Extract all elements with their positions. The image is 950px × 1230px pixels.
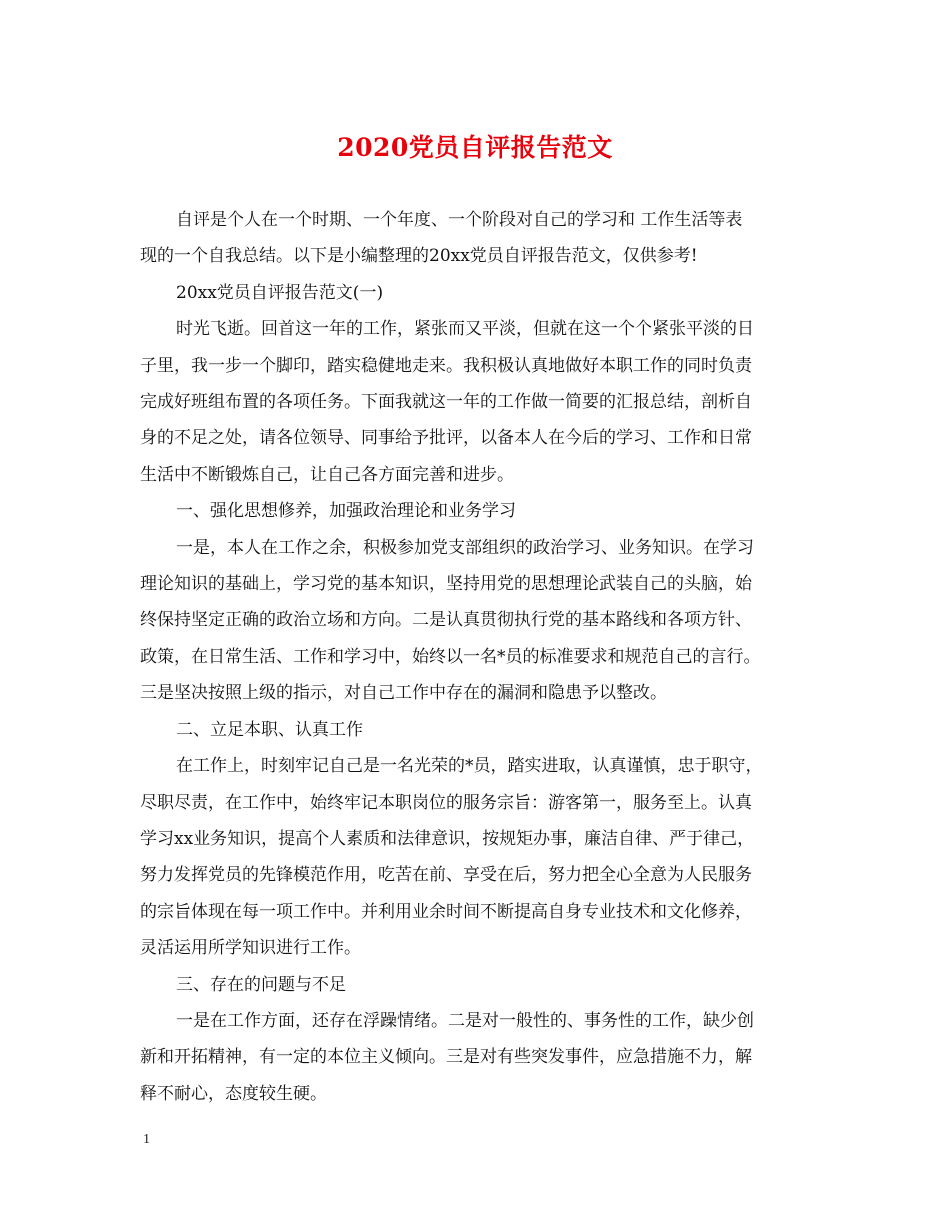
text-line: 身的不足之处，请各位领导、同事给予批评，以备本人在今后的学习、工作和日常: [140, 428, 752, 449]
text-line: 理论知识的基础上，学习党的基本知识，坚持用党的思想理论武装自己的头脑，始: [140, 574, 752, 595]
paragraph-3: [140, 748, 820, 966]
text-line: 一是，本人在工作之余，积极参加党支部组织的政治学习、业务知识。在学习: [176, 537, 754, 558]
text-line: 努力发挥党员的先锋模范作用，吃苦在前、享受在后，努力把全心全意为人民服务: [140, 865, 752, 886]
section-subtitle: 20xx党员自评报告范文(一): [176, 282, 384, 303]
text-line: 自评是个人在一个时期、一个年度、一个阶段对自己的学习和 工作生活等表: [176, 210, 743, 230]
section-heading-2: 二、立足本职、认真工作: [176, 719, 363, 740]
text-line: 的宗旨体现在每一项工作中。并利用业余时间不断提高自身专业技术和文化修养，: [140, 901, 752, 922]
text-line: 现的一个自我总结。以下是小编整理的20xx党员自评报告范文，仅供参考!: [140, 246, 698, 267]
page-number: 1: [143, 1132, 150, 1147]
text-line: 在工作上，时刻牢记自己是一名光荣的*员，踏实进取，认真谨慎，忠于职守，: [176, 756, 763, 777]
document-body: [140, 202, 820, 1112]
document-title: 2020党员自评报告范文: [337, 133, 613, 162]
text-line: 生活中不断锻炼自己，让自己各方面完善和进步。: [140, 464, 514, 485]
paragraph-1: [140, 311, 820, 493]
text-line: 一是在工作方面，还存在浮躁情绪。二是对一般性的、事务性的工作，缺少创: [176, 1010, 754, 1031]
text-line: 新和开拓精神，有一定的本位主义倾向。三是对有些突发事件，应急措施不力，解: [140, 1047, 752, 1068]
text-line: 释不耐心，态度较生硬。: [140, 1083, 327, 1104]
section-heading-1: 一、强化思想修养，加强政治理论和业务学习: [176, 501, 516, 522]
text-line: 灵活运用所学知识进行工作。: [140, 938, 361, 959]
text-line: 子里，我一步一个脚印，踏实稳健地走来。我积极认真地做好本职工作的同时负责: [140, 355, 752, 376]
paragraph-4: [140, 1003, 820, 1112]
text-line: 三是坚决按照上级的指示，对自己工作中存在的漏洞和隐患予以整改。: [140, 683, 667, 704]
text-line: 学习xx业务知识，提高个人素质和法律意识，按规矩办事，廉洁自律、严于律己，: [140, 828, 755, 849]
text-line: 终保持坚定正确的政治立场和方向。二是认真贯彻执行党的基本路线和各项方针、: [140, 610, 752, 631]
intro-paragraph: [140, 202, 820, 275]
text-line: 时光飞逝。回首这一年的工作，紧张而又平淡，但就在这一个个紧张平淡的日: [176, 319, 754, 340]
text-line: 政策，在日常生活、工作和学习中，始终以一名*员的标准要求和规范自己的言行。: [140, 646, 761, 667]
text-line: 尽职尽责，在工作中，始终牢记本职岗位的服务宗旨：游客第一，服务至上。认真: [140, 792, 752, 813]
text-line: 完成好班组布置的各项任务。下面我就这一年的工作做一简要的汇报总结，剖析自: [140, 392, 752, 413]
paragraph-2: [140, 530, 820, 712]
section-heading-3: 三、存在的问题与不足: [176, 974, 346, 995]
